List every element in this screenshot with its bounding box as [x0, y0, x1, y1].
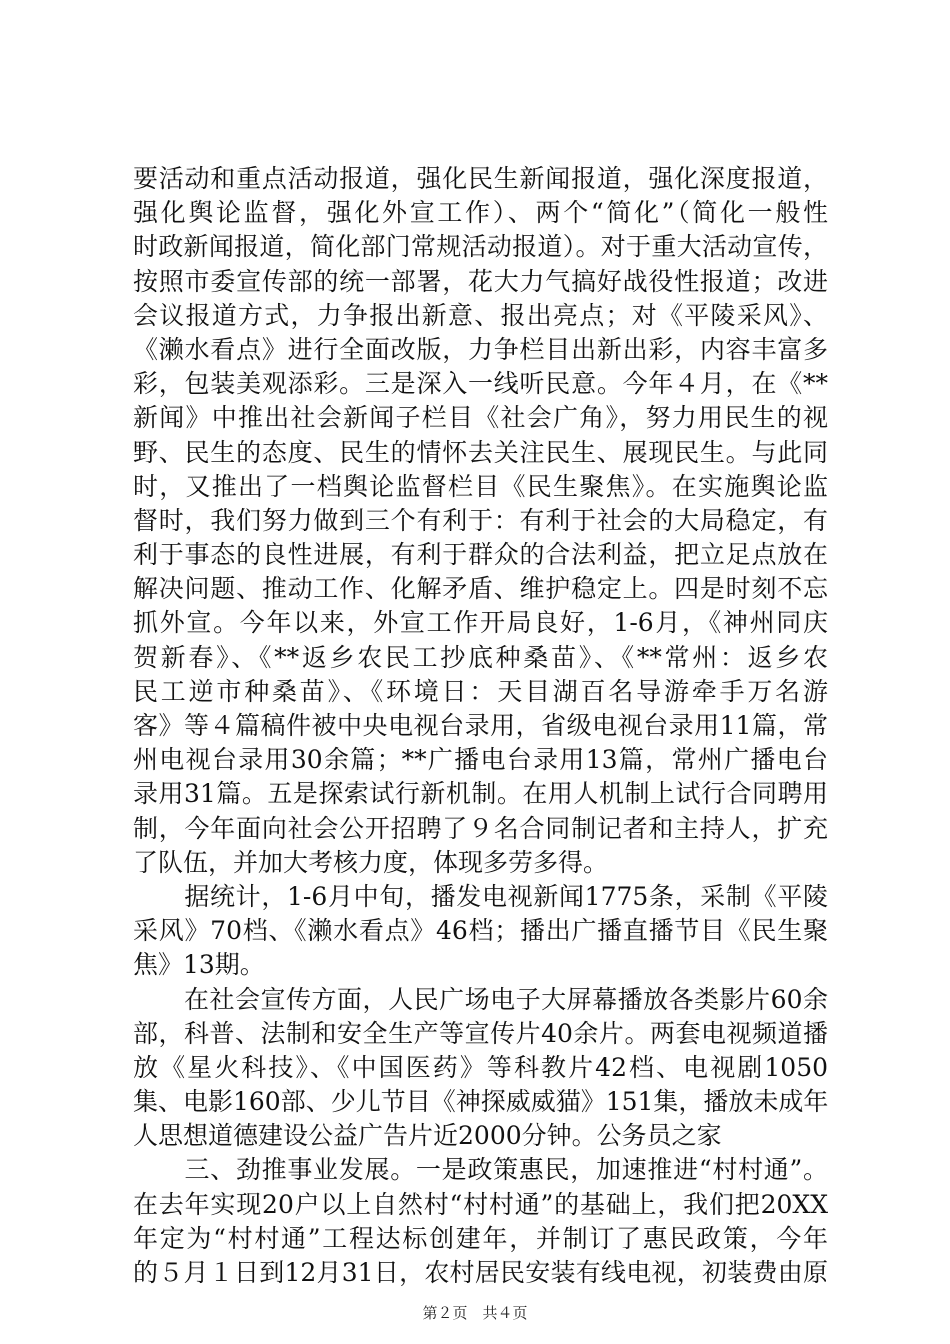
text-line: 时，又推出了一档舆论监督栏目《民生聚焦》。在实施舆论监 [133, 471, 828, 501]
text-line: 会议报道方式，力争报出新意、报出亮点；对《平陵采风》、 [133, 300, 828, 330]
text-line: 录用31篇。五是探索试行新机制。在用人机制上试行合同聘用 [133, 779, 828, 809]
text-line: 野、民生的态度、民生的情怀去关注民生、展现民生。与此同 [133, 437, 828, 467]
text-line: 焦》13期。 [133, 950, 265, 980]
text-line: 客》等４篇稿件被中央电视台录用，省级电视台录用11篇，常 [133, 711, 828, 740]
text-line: 新闻》中推出社会新闻子栏目《社会广角》，努力用民生的视 [133, 403, 828, 433]
text-line: 要活动和重点活动报道，强化民生新闻报道，强化深度报道， [133, 164, 828, 193]
text-line: 年定为“村村通”工程达标创建年，并制订了惠民政策，今年 [133, 1223, 828, 1253]
text-line: 抓外宣。今年以来，外宣工作开局良好，1-6月，《神州同庆 [133, 608, 828, 638]
text-line: 采风》70档、《濑水看点》46档；播出广播直播节目《民生聚 [133, 916, 828, 946]
text-line: 州电视台录用30余篇；**广播电台录用13篇，常州广播电台 [133, 745, 828, 775]
text-line: 制，今年面向社会公开招聘了９名合同制记者和主持人，扩充 [133, 813, 828, 843]
text-line: 督时，我们努力做到三个有利于：有利于社会的大局稳定，有 [133, 505, 828, 535]
text-line: 彩，包装美观添彩。三是深入一线听民意。今年４月，在《** [133, 369, 828, 399]
text-line: 的５月１日到12月31日，农村居民安装有线电视，初装费由原 [133, 1258, 828, 1287]
text-line: 集、电影160部、少儿节目《神探威威猫》151集，播放未成年 [133, 1087, 829, 1117]
text-line: 了队伍，并加大考核力度，体现多劳多得。 [133, 847, 609, 877]
text-line: 贺新春》、《**返乡农民工抄底种桑苗》、《**常州：返乡农 [133, 642, 828, 672]
text-line: 时政新闻报道，简化部门常规活动报道）。对于重大活动宣传， [133, 232, 828, 262]
text-line: 解决问题、推动工作、化解矛盾、维护稳定上。四是时刻不忘 [133, 574, 828, 604]
text-line: 在社会宣传方面，人民广场电子大屏幕播放各类影片60余 [133, 984, 828, 1014]
page-footer: 第２页 共４页 [422, 1304, 528, 1322]
text-line: 三、劲推事业发展。一是政策惠民，加速推进“村村通”。 [133, 1155, 828, 1185]
text-line: 在去年实现20户以上自然村“村村通”的基础上，我们把20XX [133, 1189, 828, 1219]
text-line: 放《星火科技》、《中国医药》等科教片42档、电视剧1050 [133, 1052, 828, 1082]
text-line: 《濑水看点》进行全面改版，力争栏目出新出彩，内容丰富多 [133, 334, 828, 364]
text-line: 按照市委宣传部的统一部署，花大力气搞好战役性报道；改进 [133, 266, 828, 296]
text-line: 强化舆论监督，强化外宣工作）、两个“简化”（简化一般性 [133, 198, 828, 228]
text-line: 利于事态的良性进展，有利于群众的合法利益，把立足点放在 [133, 540, 828, 570]
text-line: 据统计，1-6月中旬，播发电视新闻1775条，采制《平陵 [133, 881, 828, 911]
text-line: 部，科普、法制和安全生产等宣传片40余片。两套电视频道播 [133, 1018, 828, 1048]
text-line: 民工逆市种桑苗》、《环境日：天目湖百名导游牵手万名游 [133, 676, 828, 706]
document-body [133, 162, 828, 1290]
text-line: 人思想道德建设公益广告片近2000分钟。公务员之家 [133, 1121, 722, 1151]
